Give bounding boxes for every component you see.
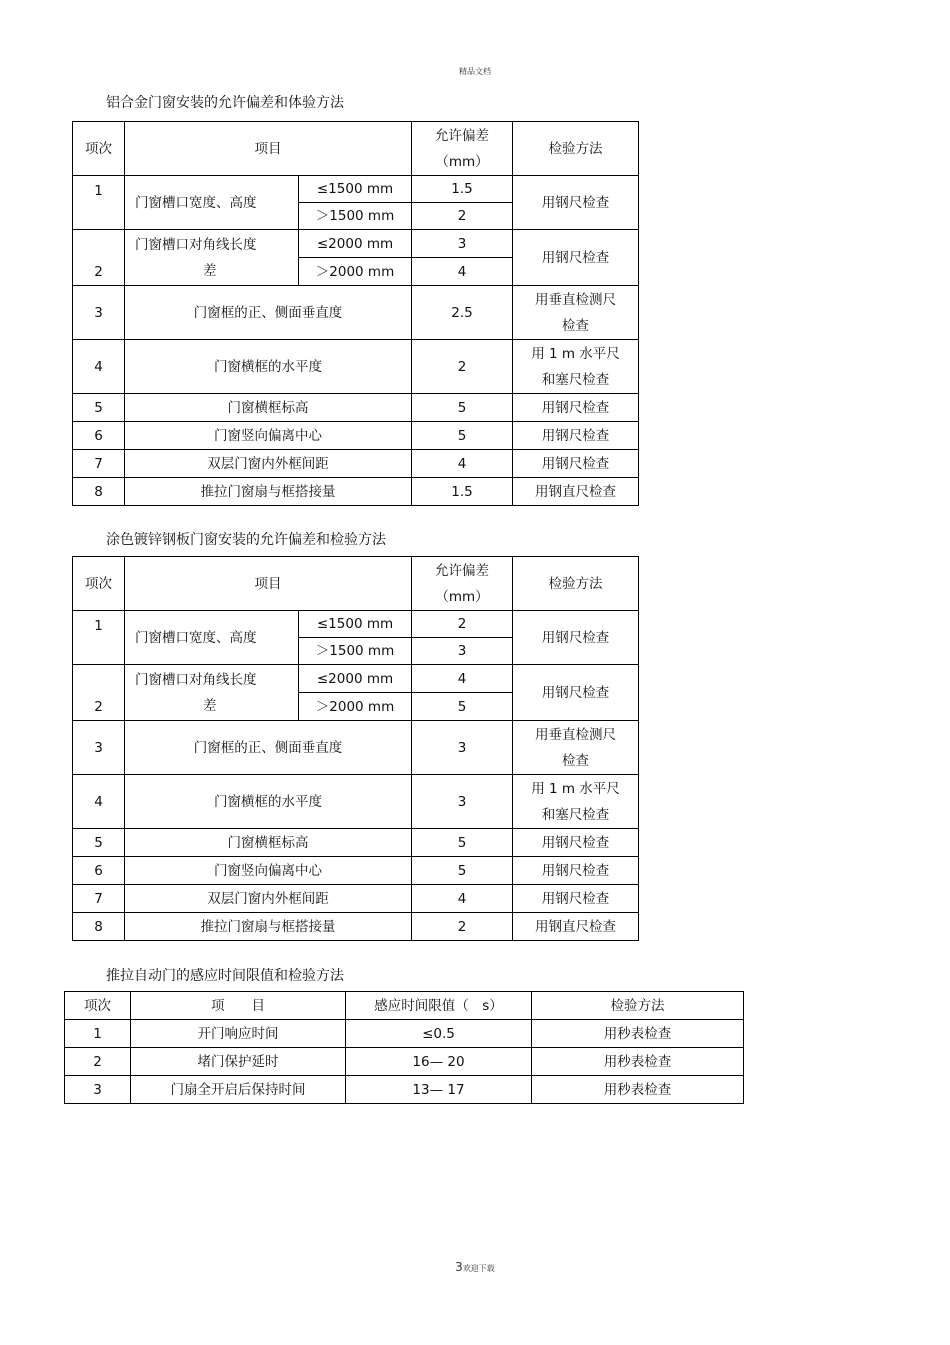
row3-method-line2: 检查 — [562, 752, 589, 769]
row2-sub-a: ≤2000 mm — [299, 665, 412, 693]
row5-method: 用钢尺检查 — [513, 394, 639, 422]
header-cell-item: 项 目 — [131, 992, 346, 1020]
row2-sub-b: ＞2000 mm — [299, 258, 412, 286]
row2-tol-a: 3 — [412, 230, 513, 258]
header-cell-no: 项次 — [73, 557, 125, 611]
section2-table — [72, 556, 639, 941]
row2-tol-a: 4 — [412, 665, 513, 693]
row7-tol: 4 — [412, 450, 513, 478]
table-row — [65, 1020, 744, 1048]
row5-method: 用钢尺检查 — [513, 829, 639, 857]
section3-table — [64, 991, 744, 1104]
row4-tol: 2 — [412, 340, 513, 394]
row8-item: 推拉门窗扇与框搭接量 — [125, 913, 412, 941]
row1-sub-a: ≤1500 mm — [299, 176, 412, 203]
row3-tol: 2.5 — [412, 286, 513, 340]
row1-sub-b: ＞1500 mm — [299, 638, 412, 665]
header-cell-method: 检验方法 — [513, 557, 639, 611]
row7-tol: 4 — [412, 885, 513, 913]
row6-method: 用钢尺检查 — [513, 422, 639, 450]
section1-title: 铝合金门窗安装的允许偏差和体验方法 — [106, 95, 344, 111]
row7-item: 双层门窗内外框间距 — [125, 885, 412, 913]
row8-no: 8 — [73, 913, 125, 941]
row1-item: 门窗槽口宽度、高度 — [125, 176, 299, 230]
row5-tol: 5 — [412, 394, 513, 422]
row3-method — [513, 721, 639, 775]
row4-item: 门窗横框的水平度 — [125, 340, 412, 394]
row1-no: 1 — [73, 176, 125, 230]
row2-no: 2 — [73, 230, 125, 286]
row8-tol: 1.5 — [412, 478, 513, 506]
row5-item: 门窗横框标高 — [125, 394, 412, 422]
row2-tol-b: 4 — [412, 258, 513, 286]
row3-item: 门窗框的正、侧面垂直度 — [125, 721, 412, 775]
header-tolerance-line2: （mm） — [435, 153, 489, 170]
row2-no: 2 — [73, 665, 125, 721]
header-cell-method: 检验方法 — [513, 122, 639, 176]
row6-method: 用钢尺检查 — [513, 857, 639, 885]
header-cell-tolerance — [412, 122, 513, 176]
table-row — [65, 1076, 744, 1104]
row1-tol-a: 2 — [412, 611, 513, 638]
row-item: 开门响应时间 — [131, 1020, 346, 1048]
header-cell-method: 检验方法 — [532, 992, 744, 1020]
row2-tol-b: 5 — [412, 693, 513, 721]
row2-item-line1: 门窗槽口对角线长度 — [135, 236, 257, 253]
row-method: 用秒表检查 — [532, 1076, 744, 1104]
row4-tol: 3 — [412, 775, 513, 829]
row1-sub-a: ≤1500 mm — [299, 611, 412, 638]
section3-title: 推拉自动门的感应时间限值和检验方法 — [106, 968, 344, 984]
row4-no: 4 — [73, 340, 125, 394]
page-number: 3 — [455, 1260, 463, 1274]
row-limit: ≤0.5 — [346, 1020, 532, 1048]
row4-method — [513, 775, 639, 829]
row4-no: 4 — [73, 775, 125, 829]
row3-no: 3 — [73, 721, 125, 775]
row6-no: 6 — [73, 857, 125, 885]
row8-method: 用钢直尺检查 — [513, 478, 639, 506]
row3-method — [513, 286, 639, 340]
row6-item: 门窗竖向偏离中心 — [125, 422, 412, 450]
page-header: 精品文档 — [459, 67, 491, 76]
row2-item-line2: 差 — [203, 697, 217, 714]
row3-item: 门窗框的正、侧面垂直度 — [125, 286, 412, 340]
header-tolerance-line1: 允许偏差 — [435, 127, 489, 144]
row5-item: 门窗横框标高 — [125, 829, 412, 857]
row1-item: 门窗槽口宽度、高度 — [125, 611, 299, 665]
row-limit: 16— 20 — [346, 1048, 532, 1076]
footer-text: 欢迎下载 — [462, 1264, 495, 1273]
row1-no: 1 — [73, 611, 125, 665]
row7-method: 用钢尺检查 — [513, 450, 639, 478]
row1-sub-b: ＞1500 mm — [299, 203, 412, 230]
row3-tol: 3 — [412, 721, 513, 775]
row-method: 用秒表检查 — [532, 1048, 744, 1076]
page-footer — [0, 1260, 950, 1274]
row-method: 用秒表检查 — [532, 1020, 744, 1048]
row4-method-line2: 和塞尺检查 — [541, 371, 610, 388]
row3-no: 3 — [73, 286, 125, 340]
section1-table — [72, 121, 639, 506]
section2-title: 涂色镀锌钢板门窗安装的允许偏差和检验方法 — [106, 532, 386, 548]
header-cell-item: 项目 — [125, 557, 412, 611]
row5-tol: 5 — [412, 829, 513, 857]
header-cell-no: 项次 — [73, 122, 125, 176]
row6-tol: 5 — [412, 857, 513, 885]
row2-item-line2: 差 — [203, 262, 217, 279]
row3-method-line2: 检查 — [562, 317, 589, 334]
row4-method-line2: 和塞尺检查 — [541, 806, 610, 823]
row8-no: 8 — [73, 478, 125, 506]
header-cell-tolerance — [412, 557, 513, 611]
row-no: 2 — [65, 1048, 131, 1076]
row8-tol: 2 — [412, 913, 513, 941]
row2-item — [125, 230, 299, 286]
header-cell-no: 项次 — [65, 992, 131, 1020]
row2-sub-b: ＞2000 mm — [299, 693, 412, 721]
row-item: 堵门保护延时 — [131, 1048, 346, 1076]
table-row — [65, 1048, 744, 1076]
header-cell-item: 项目 — [125, 122, 412, 176]
row-limit: 13— 17 — [346, 1076, 532, 1104]
row1-method: 用钢尺检查 — [513, 611, 639, 665]
row1-tol-a: 1.5 — [412, 176, 513, 203]
row4-method-line1: 用 1 m 水平尺 — [531, 345, 620, 362]
row2-item — [125, 665, 299, 721]
row4-method — [513, 340, 639, 394]
row2-method: 用钢尺检查 — [513, 230, 639, 286]
row4-item: 门窗横框的水平度 — [125, 775, 412, 829]
row2-method: 用钢尺检查 — [513, 665, 639, 721]
row6-no: 6 — [73, 422, 125, 450]
row3-method-line1: 用垂直检测尺 — [535, 291, 616, 308]
row-no: 3 — [65, 1076, 131, 1104]
row3-method-line1: 用垂直检测尺 — [535, 726, 616, 743]
row2-sub-a: ≤2000 mm — [299, 230, 412, 258]
row5-no: 5 — [73, 829, 125, 857]
row7-item: 双层门窗内外框间距 — [125, 450, 412, 478]
row-no: 1 — [65, 1020, 131, 1048]
header-tolerance-line2: （mm） — [435, 588, 489, 605]
header-cell-limit: 感应时间限值（ s） — [346, 992, 532, 1020]
row1-method: 用钢尺检查 — [513, 176, 639, 230]
row4-method-line1: 用 1 m 水平尺 — [531, 780, 620, 797]
header-tolerance-line1: 允许偏差 — [435, 562, 489, 579]
row1-tol-b: 3 — [412, 638, 513, 665]
row6-item: 门窗竖向偏离中心 — [125, 857, 412, 885]
row1-tol-b: 2 — [412, 203, 513, 230]
row8-item: 推拉门窗扇与框搭接量 — [125, 478, 412, 506]
row7-method: 用钢尺检查 — [513, 885, 639, 913]
row7-no: 7 — [73, 885, 125, 913]
row-item: 门扇全开启后保持时间 — [131, 1076, 346, 1104]
row2-item-line1: 门窗槽口对角线长度 — [135, 671, 257, 688]
row6-tol: 5 — [412, 422, 513, 450]
row7-no: 7 — [73, 450, 125, 478]
row8-method: 用钢直尺检查 — [513, 913, 639, 941]
row5-no: 5 — [73, 394, 125, 422]
